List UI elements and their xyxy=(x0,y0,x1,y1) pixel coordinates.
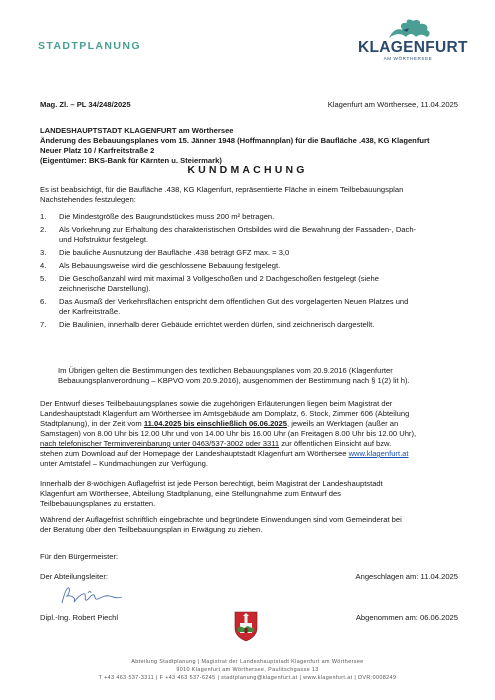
footer-line: T +43 463 537-3311 | F +43 463 537-6245 | stadtplanung@klagenfurt.at | www.klagenfurt.at | DVR:0008249 xyxy=(98,675,397,681)
deadline-line: Während der Auflagefrist schriftlich eingebrachte und begründete Einwendungen sind vom Gemeinderat bei xyxy=(40,515,402,524)
reference-number: Mag. Zl. – PL 34/248/2025 xyxy=(40,100,131,109)
list-item xyxy=(40,320,460,330)
footer-line: 9010 Klagenfurt am Wörthersee, Paulitschgasse 13 xyxy=(176,667,319,673)
dragon-icon xyxy=(383,18,433,40)
list-item-text: Das Ausmaß der Verkehrsflächen entspricht dem öffentlichen Gut des vorgelagerten Neuen Platzes und xyxy=(59,297,409,306)
list-item-text: Die Geschoßanzahl wird mit maximal 3 Vollgeschoßen und 2 Dachgeschoßen festgelegt (siehe xyxy=(59,274,379,283)
list-item-text: zeichnerische Darstellung). xyxy=(59,284,151,293)
deadline-line: der Beratung über den Teilbebauungsplan in Erwägung zu ziehen. xyxy=(40,525,263,534)
list-item-text: Die Baulinien, innerhalb derer Gebäude errichtet werden dürfen, sind zeichnerisch dargestellt. xyxy=(59,320,375,329)
deadline-paragraph xyxy=(40,515,460,535)
department-name: STADTPLANUNG xyxy=(38,40,141,52)
list-item-number: 6. xyxy=(40,297,47,306)
objection-paragraph xyxy=(40,479,460,509)
display-line: unter Amtstafel – Kundmachungen zur Verfügung. xyxy=(40,459,209,468)
provisions-list xyxy=(40,212,460,333)
validity-paragraph xyxy=(58,366,460,386)
city-coat-of-arms-icon xyxy=(233,610,259,642)
list-item-text: und Hofstruktur festgelegt. xyxy=(59,235,149,244)
document-heading xyxy=(40,126,460,166)
objection-line: Klagenfurt am Wörthersee, Abteilung Stadtplanung, eine Stellungnahme zum Entwurf des xyxy=(40,489,341,498)
list-item xyxy=(40,212,460,222)
list-item-text: Als Vorkehrung zur Erhaltung des charakteristischen Ortsbildes wird die Bewahrung der Fassaden-, Dach- xyxy=(59,225,417,234)
heading-line: Neuer Platz 10 / Karfreitstraße 2 xyxy=(40,146,155,155)
list-item-number: 5. xyxy=(40,274,47,283)
list-item-number: 2. xyxy=(40,225,47,234)
intro-line: Es ist beabsichtigt, für die Baufläche .438, KG Klagenfurt, repräsentierte Fläche in einem Teilbebauungsplan xyxy=(40,185,404,194)
objection-line: Teilbebauungsplanes zu erstatten. xyxy=(40,499,156,508)
heading-line: Änderung des Bebauungsplanes vom 15. Jänner 1948 (Hoffmannplan) für die Baufläche .438, KG Klagenfurt xyxy=(40,136,430,145)
list-item xyxy=(40,248,460,258)
display-line: Der Entwurf dieses Teilbebauungsplanes sowie die zugehörigen Erläuterungen liegen beim Magistrat der xyxy=(40,399,393,408)
objection-line: Innerhalb der 8-wöchigen Auflagefrist ist jede Person berechtigt, beim Magistrat der Landeshauptstadt xyxy=(40,479,383,488)
list-item xyxy=(40,225,460,245)
list-item-number: 7. xyxy=(40,320,47,329)
page-title: KUNDMACHUNG xyxy=(187,164,308,176)
for-mayor-label: Für den Bürgermeister: xyxy=(40,552,119,561)
list-item xyxy=(40,297,460,317)
intro-paragraph xyxy=(40,185,460,205)
intro-line: Nachstehendes festzulegen: xyxy=(40,195,136,204)
display-line: Landeshauptstadt Klagenfurt am Wörthersee im Amtsgebäude am Domplatz, 6. Stock, Zimmer 606 (Abteilung xyxy=(40,409,410,418)
list-item-number: 1. xyxy=(40,212,47,221)
heading-line: (Eigentümer: BKS-Bank für Kärnten u. Steiermark) xyxy=(40,156,222,165)
list-item xyxy=(40,261,460,271)
logo-subtitle: AM WÖRTHERSEE xyxy=(383,56,433,61)
display-line: Samstagen) von 8.00 Uhr bis 12.00 Uhr und von 14.00 Uhr bis 16.00 Uhr (an Freitagen 8.00 Uhr bis 12.00 Uhr), xyxy=(40,429,417,438)
footer-line: Abteilung Stadtplanung | Magistrat der Landeshauptstadt Klagenfurt am Wörthersee xyxy=(131,659,364,665)
page-footer xyxy=(0,658,495,682)
display-paragraph xyxy=(40,399,460,469)
validity-line: Bebauungsplanverordnung – KBPVO vom 20.9.2016), ausgenommen der Bestimmung nach § 1(2) lit h). xyxy=(58,376,410,385)
list-item-text: Die Mindestgröße des Baugrundstückes muss 200 m² betragen. xyxy=(59,212,275,221)
validity-line: Im Übrigen gelten die Bestimmungen des textlichen Bebauungsplanes vom 20.9.2016 (Klagenfurter xyxy=(58,366,393,375)
display-line: nach telefonischer Terminvereinbarung unter 0463/537-3002 oder 3311 zur öffentlichen Einsicht auf bzw. xyxy=(40,439,392,448)
display-period: 11.04.2025 bis einschließlich 06.06.2025 xyxy=(143,419,287,428)
removed-date: Abgenommen am: 06.06.2025 xyxy=(355,613,458,622)
list-item-number: 3. xyxy=(40,248,47,257)
logo-wordmark: KLAGENFURT xyxy=(358,39,468,56)
heading-line: LANDESHAUPTSTADT KLAGENFURT am Wörthersee xyxy=(40,126,234,135)
homepage-link[interactable]: www.klagenfurt.at xyxy=(348,449,409,458)
list-item-text: Als Bebauungsweise wird die geschlossene Bebauung festgelegt. xyxy=(59,261,281,270)
handwritten-signature xyxy=(58,585,128,607)
list-item-text: der Karfreitstraße. xyxy=(59,307,121,316)
list-item xyxy=(40,274,460,294)
list-item-number: 4. xyxy=(40,261,47,270)
display-line: Stadtplanung), in der Zeit vom 11.04.2025 bis einschließlich 06.06.2025, jeweils an Werktagen (außer an xyxy=(40,419,399,428)
department-head-label: Der Abteilungsleiter: xyxy=(40,572,108,581)
posted-date: Angeschlagen am: 11.04.2025 xyxy=(355,572,458,581)
city-logo xyxy=(358,18,468,70)
list-item-text: Die bauliche Ausnutzung der Baufläche .438 beträgt GFZ max. = 3,0 xyxy=(59,248,290,257)
signatory-name: Dipl.-Ing. Robert Piechl xyxy=(40,613,119,622)
place-date: Klagenfurt am Wörthersee, 11.04.2025 xyxy=(327,100,458,109)
display-line: stehen zum Download auf der Homepage der Landeshauptstadt Klagenfurt am Wörthersee www.klagenfurt.at xyxy=(40,449,409,458)
phone-appointment: nach telefonischer Terminvereinbarung unter 0463/537-3002 oder 3311 xyxy=(40,439,280,448)
